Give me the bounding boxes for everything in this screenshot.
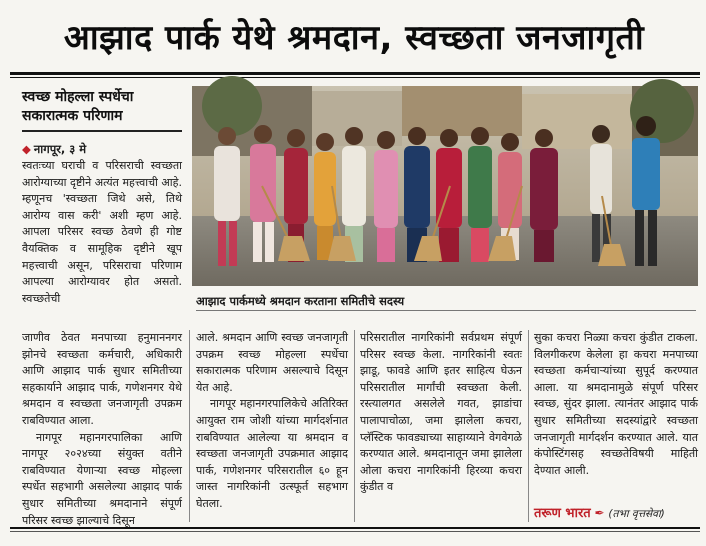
article-column-2 <box>196 330 348 520</box>
column-divider <box>189 330 190 522</box>
paragraph: नागपूर महानगरपालिकेचे अतिरिक्त आयुक्त राम जोशी यांच्या मार्गदर्शनात राबविण्यात आलेल्या या श्रमदान व स्वच्छता जनजागृती उपक्रमात आझाद पार्क, गणेशनगर परिसरातील ६० हून जास्त नागरिकांनी उत्स्फूर्त सहभाग घेतला. <box>196 397 348 510</box>
headline: आझाद पार्क येथे श्रमदान, स्वच्छता जनजागृती <box>63 18 645 58</box>
paragraph: सुका कचरा निळ्या कचरा कुंडीत टाकला. विलगीकरण केलेला हा कचरा मनपाच्या स्वच्छता कर्मचाऱ्यांच्या सुपूर्द करण्यात आला. या श्रमदानामुळे संपूर्ण परिसर स्वच्छ, सुंदर झाला. त्यानंतर आझाद पार्क सुधार समितीच्या सदस्यांद्वारे स्वच्छता जनजागृती मार्गदर्शन करण्यात आले. यात कंपोस्टिंगसह स्वच्छतेविषयी माहिती देण्यात आली. <box>534 331 698 477</box>
article-column-1-bottom <box>22 330 182 527</box>
article-column-1-top <box>22 158 182 330</box>
column-divider <box>354 330 355 522</box>
subheadline: स्वच्छ मोहल्ला स्पर्धेचा सकारात्मक परिणाम <box>22 88 182 132</box>
publication-name: तरूण भारत <box>534 506 591 521</box>
news-photo <box>192 86 698 286</box>
article-column-4 <box>534 330 698 502</box>
paragraph: परिसरातील नागरिकांनी सर्वप्रथम संपूर्ण परिसर स्वच्छ केला. नागरिकांनी स्वतः झाडू, फावडे आणि इतर साहित्य घेऊन परिसरातील मार्गांची स्वच्छता केली. रस्त्यालगत असलेले गवत, झाडांचा पालापाचोळा, जमा झालेला कचरा, प्लॅस्टिक फावड्याच्या साहाय्याने वेगवेगळे करण्यात आले. श्रमदानातून जमा झालेला ओला कचरा नागरिकांनी हिरव्या कचरा कुंडीत व <box>360 331 522 494</box>
pen-nib-icon: ✒ <box>594 506 605 520</box>
paragraph: जाणीव ठेवत मनपाच्या हनुमाननगर झोनचे स्वच्छता कर्मचारी, अधिकारी आणि आझाद पार्क सुधार समितीच्या सहकार्याने आझाद पार्क, गणेशनगर येथे श्रमदान व स्वच्छता जनजागृती उपक्रम राबविण्यात आला. <box>22 331 182 427</box>
adjacent-column-edge <box>0 86 6 526</box>
dateline-text: नागपूर, ३ मे <box>33 142 87 156</box>
top-rule-thin <box>10 77 700 78</box>
diamond-icon: ◆ <box>22 142 31 156</box>
bottom-rule-thin <box>10 531 700 532</box>
bottom-rule <box>10 527 700 529</box>
news-service: (तभा वृत्तसेवा) <box>608 508 665 520</box>
photo-caption: आझाद पार्कमध्ये श्रमदान करताना समितीचे सदस्य <box>196 292 696 311</box>
paragraph: स्वतःच्या घराची व परिसराची स्वच्छता आरोग्याच्या दृष्टीने अत्यंत महत्त्वाची आहे. म्हणूनच 'स्वच्छता जिथे असे, तिथे आरोग्य वास करी' अशी म्हण आहे. आपला परिसर स्वच्छ ठेवणे ही गोष्ट वैयक्तिक व सामूहिक दृष्टीने खूप महत्त्वाची असून, परिसराचा परिणाम आपल्या आरोग्यावर होत असतो. स्वच्छतेची <box>22 159 182 305</box>
article-column-3 <box>360 330 522 520</box>
column-divider <box>528 330 529 522</box>
publication-credit <box>534 504 698 522</box>
paragraph: नागपूर महानगरपालिका आणि नागपूर २०२४च्या संयुक्त वतीने राबविण्यात येणाऱ्या स्वच्छ मोहल्ला स्पर्धेत सहभागी असलेल्या आझाद पार्क सुधार समितीच्या श्रमदानाने संपूर्ण परिसर स्वच्छ झाल्याचे दिसून <box>22 430 182 527</box>
top-rule <box>10 72 700 75</box>
dateline <box>22 142 86 157</box>
volunteers-photo-illustration <box>192 86 698 286</box>
paragraph: आले. श्रमदान आणि स्वच्छ जनजागृती उपक्रम स्वच्छ मोहल्ला स्पर्धेचा सकारात्मक परिणाम असल्याचे दिसून येत आहे. <box>196 331 348 394</box>
